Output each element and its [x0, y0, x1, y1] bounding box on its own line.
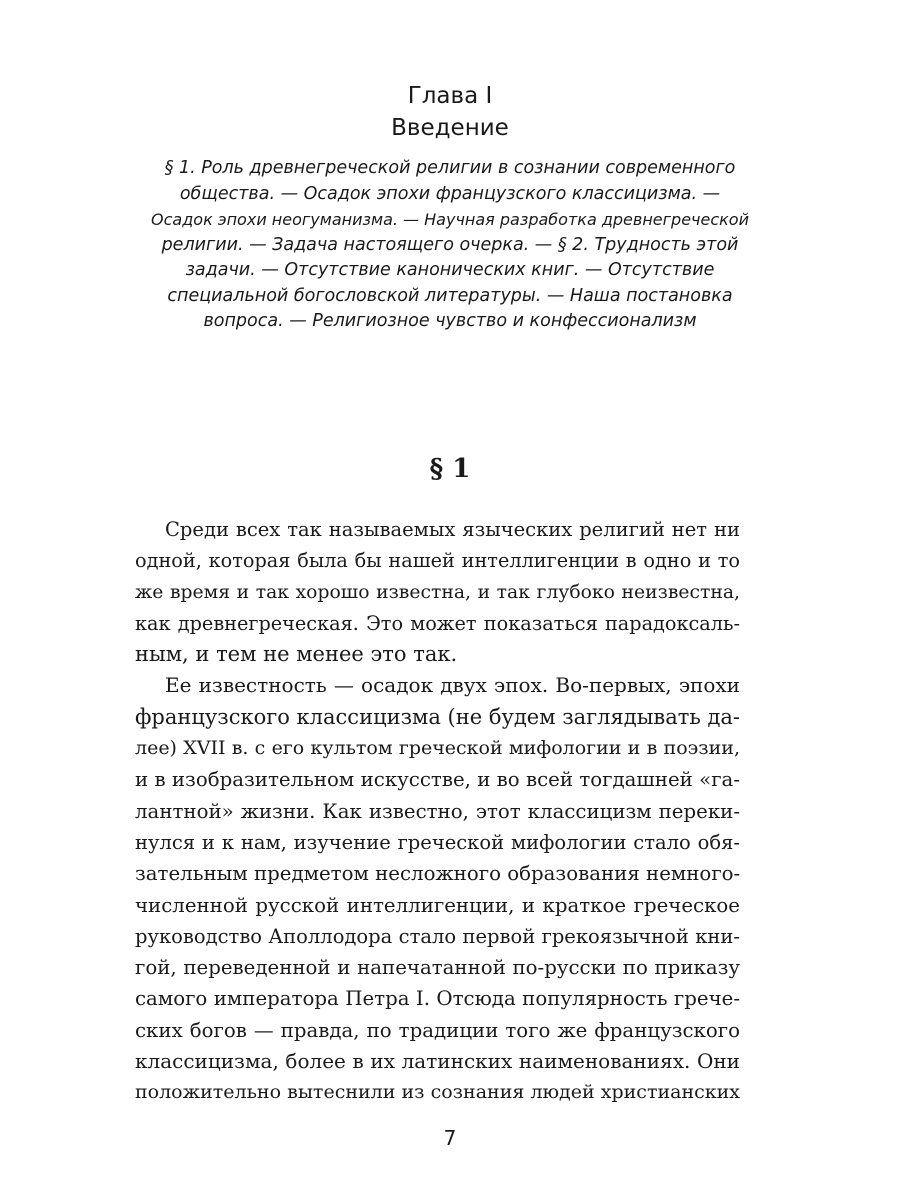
paragraph-2	[135, 670, 740, 1108]
synopsis-line: религии. — Задача настоящего очерка. — § 2. Трудность этой	[161, 234, 739, 255]
synopsis-line: специальной богословской литературы. — Наша постановка	[167, 285, 733, 306]
chapter-synopsis	[150, 156, 750, 335]
text-line: французского классицизма (не будем заглядывать да-	[135, 704, 741, 729]
chapter-title: Введение	[391, 115, 509, 141]
text-line: самого императора Петра I. Отсюда популярность грече-	[135, 987, 740, 1011]
section-heading: § 1	[429, 454, 471, 484]
text-line: ских богов — правда, по традиции того же французского	[135, 1018, 740, 1042]
body-text	[135, 514, 740, 1109]
synopsis-line: вопроса. — Религиозное чувство и конфессионализм	[203, 311, 697, 331]
text-line: Ее известность — осадок двух эпох. Во-первых, эпохи	[165, 673, 740, 698]
chapter-number: Глава I	[407, 83, 493, 109]
text-line: руководство Аполлодора стало первой грекоязычной кни-	[135, 924, 740, 948]
text-line: положительно вытеснили из сознания людей христианских	[135, 1081, 740, 1104]
chapter-heading	[0, 80, 900, 144]
text-line: же время и так хорошо известна, и так глубоко неизвестна,	[135, 581, 740, 603]
text-line: и в изобразительном искусстве, и во всей тогдашней «га-	[135, 768, 740, 792]
synopsis-line: § 1. Роль древнегреческой религии в сознании современного	[164, 158, 736, 178]
text-line: одной, которая была бы нашей интеллигенции в одно и то	[135, 549, 740, 573]
text-line: зательным предметом несложного образования немного-	[135, 862, 741, 886]
page-number: 7	[443, 1126, 457, 1150]
text-line: численной русской интеллигенции, и краткое греческое	[135, 893, 740, 917]
text-line: ным, и тем не менее это так.	[135, 642, 458, 667]
text-line: нулся и к нам, изучение греческой мифологии стало обя-	[135, 830, 740, 854]
text-line: лантной» жизни. Как известно, этот классицизм переки-	[135, 799, 740, 823]
text-line: как древнегреческая. Это может показаться парадоксаль-	[135, 611, 740, 635]
text-line: гой, переведенной и напечатанной по-русски по приказу	[135, 956, 740, 980]
text-line: Среди всех так называемых языческих религий нет ни	[165, 518, 740, 541]
paragraph-1	[135, 514, 740, 670]
synopsis-line: общества. — Осадок эпохи французского классицизма. —	[179, 183, 721, 204]
synopsis-line: Осадок эпохи неогуманизма. — Научная разработка древнегреческой	[151, 210, 749, 229]
text-line: лее) XVII в. с его культом греческой мифологии и в поэзии,	[135, 737, 740, 760]
synopsis-line: задачи. — Отсутствие канонических книг. — Отсутствие	[185, 260, 715, 280]
text-line: классицизма, более в их латинских наименованиях. Они	[135, 1049, 740, 1074]
